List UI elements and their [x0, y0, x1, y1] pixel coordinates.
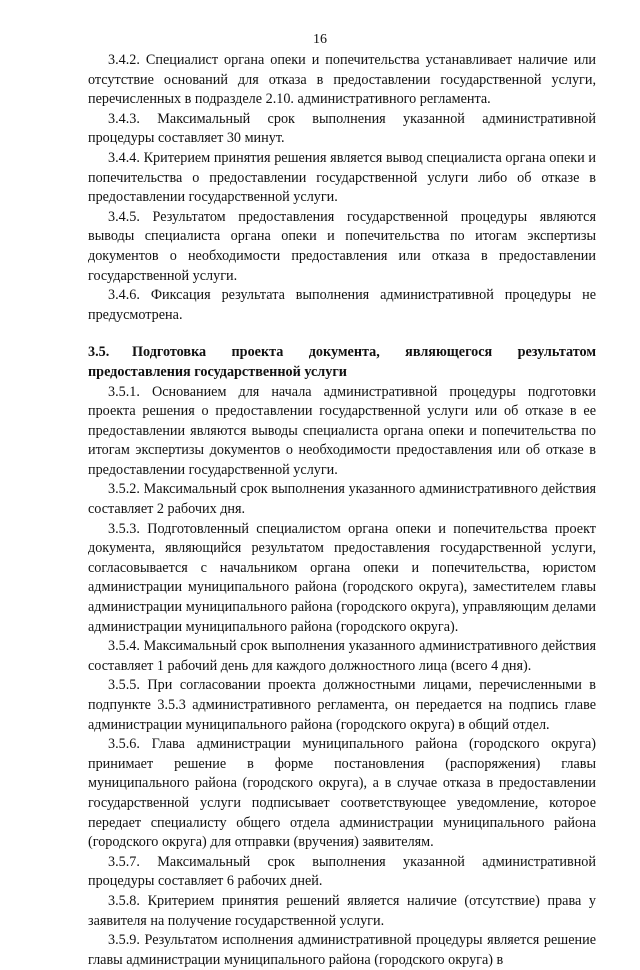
- paragraph-3-5-7: 3.5.7. Максимальный срок выполнения указанной административной процедуры составляет 6 рабочих дней.: [88, 853, 596, 890]
- paragraph-3-5-9: 3.5.9. Результатом исполнения административной процедуры является решение главы администрации муниципального района (городского округа) в: [88, 932, 596, 968]
- document-body: [88, 51, 596, 970]
- paragraph-3-5-5: 3.5.5. При согласовании проекта должностными лицами, перечисленными в подпункте 3.5.3 административного регламента, он передается на подпись главе администрации муниципального района (городского округа) в общий отдел.: [88, 677, 596, 733]
- section-heading-number: 3.5.: [88, 344, 110, 361]
- paragraph-3-4-3: 3.4.3. Максимальный срок выполнения указанной административной процедуры составляет 30 минут.: [88, 110, 596, 147]
- section-heading-text: Подготовка проекта документа, являющегося результатом предоставления государственной услуги: [88, 344, 596, 380]
- paragraph-3-5-6: 3.5.6. Глава администрации муниципального района (городского округа) принимает решение в форме постановления (распоряжения) главы муниципального района (городского округа), а в случае отказа в предоставлении государственной услуги подписывает соответствующее уведомление, которое передает специалисту общего отдела администрации муниципального района (городского округа) для отправки (вручения) заявителям.: [88, 736, 596, 851]
- section-spacer: [88, 325, 596, 343]
- paragraph-3-4-2: 3.4.2. Специалист органа опеки и попечительства устанавливает наличие или отсутствие оснований для отказа в предоставлении государственной услуги, перечисленных в подразделе 2.10. административного регламента.: [88, 52, 596, 108]
- paragraph-3-5-1: 3.5.1. Основанием для начала административной процедуры подготовки проекта решения о предоставлении государственной услуги или об отказе в ее предоставлении являются выводы специалиста органа опеки и попечительства по итогам экспертизы документов о необходимости предоставления или об отказе в предоставлении государственной услуги.: [88, 383, 596, 478]
- section-heading: [88, 343, 596, 382]
- paragraph-3-5-4: 3.5.4. Максимальный срок выполнения указанного административного действия составляет 1 рабочий день для каждого должностного лица (всего 4 дня).: [88, 638, 596, 674]
- paragraph-3-4-5: 3.4.5. Результатом предоставления государственной процедуры являются выводы специалиста органа опеки и попечительства по итогам экспертизы документов о необходимости предоставления или отказа в предоставлении государственной услуги.: [88, 208, 596, 284]
- paragraph-3-5-8: 3.5.8. Критерием принятия решений является наличие (отсутствие) права у заявителя на получение государственной услуги.: [88, 892, 596, 929]
- paragraph-3-4-4: 3.4.4. Критерием принятия решения является вывод специалиста органа опеки и попечительства о предоставлении государственной услуги либо об отказе в предоставлении государственной услуги.: [88, 149, 596, 206]
- paragraph-3-5-2: 3.5.2. Максимальный срок выполнения указанного административного действия составляет 2 рабочих дня.: [88, 481, 596, 518]
- paragraph-3-4-6: 3.4.6. Фиксация результата выполнения административной процедуры не предусмотрена.: [88, 287, 596, 323]
- page-number: 16: [313, 32, 327, 47]
- paragraph-3-5-3: 3.5.3. Подготовленный специалистом органа опеки и попечительства проект документа, являющийся результатом предоставления государственной услуги, согласовывается с начальником органа опеки и попечительства, юристом администрации муниципального района (городского округа), заместителем главы администрации муниципального района (городского округа), управляющим делами администрации муниципального района (городского округа).: [88, 520, 596, 635]
